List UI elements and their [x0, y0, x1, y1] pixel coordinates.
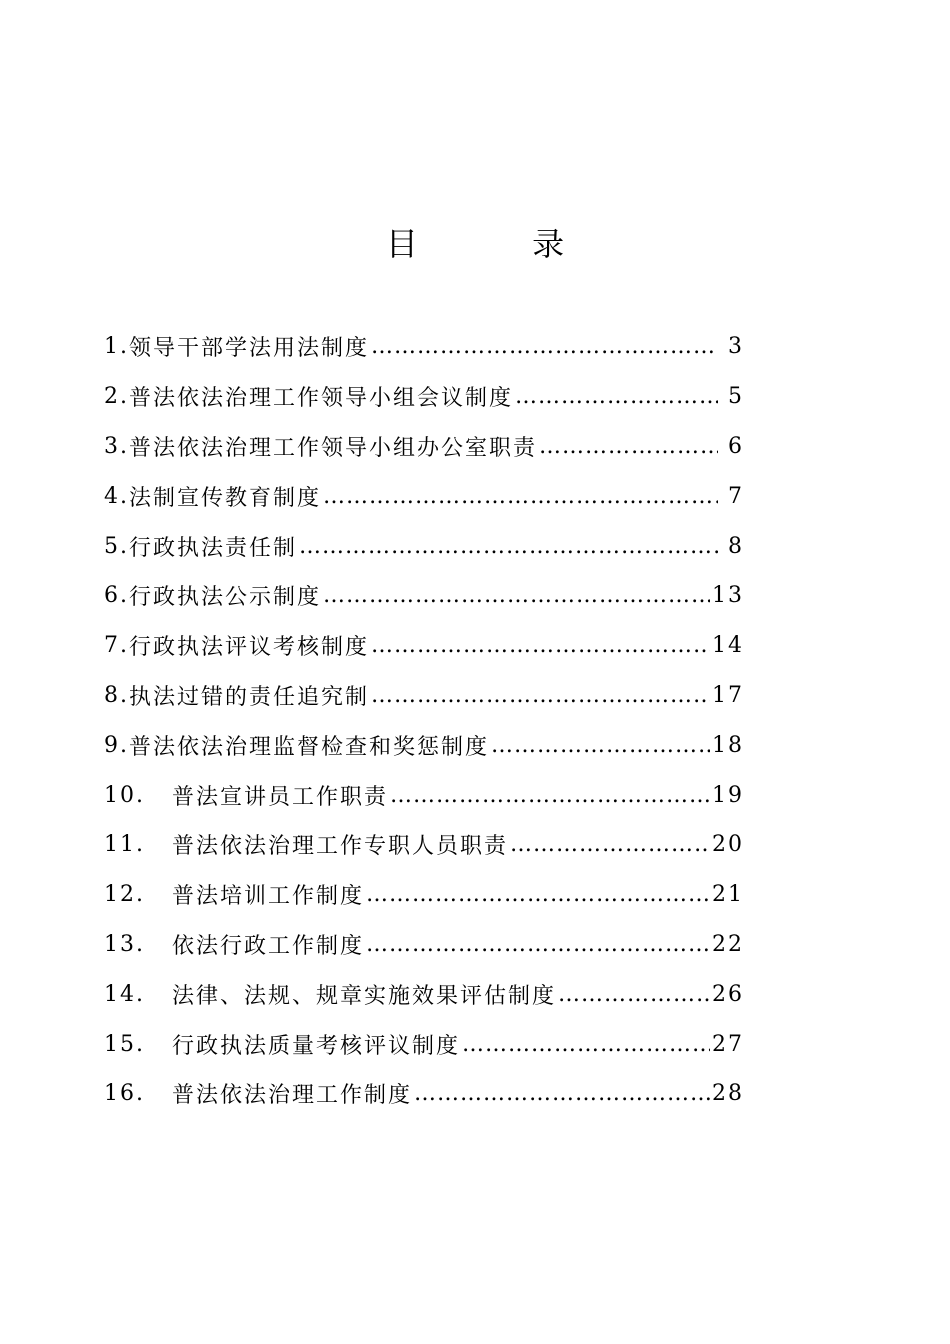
toc-item-page: 5: [728, 384, 744, 410]
toc-leader-dots: [323, 484, 718, 509]
toc-item-page: 14: [712, 633, 744, 659]
toc-item-number: 4.: [104, 483, 129, 509]
toc-leader-dots: [366, 882, 710, 907]
toc-item-page: 26: [712, 981, 744, 1007]
toc-item-page: 21: [712, 882, 744, 908]
toc-leader-dots: [366, 932, 710, 957]
toc-item-title: 行政执法评议考核制度: [129, 635, 370, 661]
toc-item-page: 13: [712, 583, 744, 609]
toc-item[interactable]: [104, 571, 744, 621]
toc-item-title: 行政执法责任制: [129, 535, 298, 561]
toc-item[interactable]: [104, 521, 744, 571]
toc-leader-dots: [390, 783, 710, 808]
toc-leader-dots: [371, 633, 710, 658]
toc-item-page: 28: [712, 1081, 744, 1107]
toc-item-page: 18: [712, 732, 744, 758]
toc-item-title: 普法依法治理监督检查和奖惩制度: [129, 734, 490, 760]
toc-item-title: 行政执法公示制度: [129, 585, 322, 611]
toc-item-number: 14.: [104, 981, 145, 1007]
toc-item-number: 9.: [104, 732, 129, 758]
toc-item-number: 10.: [104, 782, 145, 808]
toc-item[interactable]: [104, 969, 744, 1019]
toc-item-number: 2.: [104, 384, 129, 410]
toc-item[interactable]: [104, 322, 744, 372]
table-of-contents: [104, 322, 744, 1119]
toc-item-title: 法律、法规、规章实施效果评估制度: [172, 983, 557, 1009]
toc-leader-dots: [371, 683, 710, 708]
toc-leader-dots: [371, 334, 718, 359]
toc-item[interactable]: [104, 621, 744, 671]
toc-item[interactable]: [104, 471, 744, 521]
toc-item-title: 普法依法治理工作制度: [172, 1083, 413, 1109]
toc-item-title: 领导干部学法用法制度: [129, 336, 370, 362]
toc-item-number: 3.: [104, 433, 129, 459]
toc-leader-dots: [299, 534, 718, 559]
toc-item-title: 行政执法质量考核评议制度: [172, 1033, 461, 1059]
toc-item[interactable]: [104, 422, 744, 472]
toc-item-number: 8.: [104, 682, 129, 708]
toc-leader-dots: [515, 384, 718, 409]
toc-leader-dots: [558, 982, 710, 1007]
toc-item-page: 6: [728, 433, 744, 459]
toc-item-title: 法制宣传教育制度: [129, 485, 322, 511]
toc-item-title: 普法宣讲员工作职责: [172, 784, 389, 810]
toc-item-title: 执法过错的责任追究制: [129, 684, 370, 710]
toc-item-title: 普法依法治理工作专职人员职责: [172, 834, 509, 860]
toc-item[interactable]: [104, 671, 744, 721]
toc-item-number: 15.: [104, 1031, 145, 1057]
toc-item[interactable]: [104, 1019, 744, 1069]
toc-item[interactable]: [104, 770, 744, 820]
toc-item[interactable]: [104, 372, 744, 422]
toc-item[interactable]: [104, 720, 744, 770]
toc-item-page: 22: [712, 931, 744, 957]
toc-item-title: 依法行政工作制度: [172, 933, 365, 959]
toc-item-title: 普法依法治理工作领导小组会议制度: [129, 386, 514, 412]
toc-item-page: 8: [728, 533, 744, 559]
toc-leader-dots: [539, 434, 718, 459]
toc-item-page: 3: [728, 334, 744, 360]
toc-item-number: 6.: [104, 583, 129, 609]
toc-item-page: 27: [712, 1031, 744, 1057]
toc-item-number: 7.: [104, 633, 129, 659]
toc-item-number: 1.: [104, 334, 129, 360]
toc-item-page: 17: [712, 682, 744, 708]
toc-item-number: 16.: [104, 1081, 145, 1107]
toc-item[interactable]: [104, 920, 744, 970]
toc-item-number: 5.: [104, 533, 129, 559]
toc-leader-dots: [462, 1032, 710, 1057]
toc-leader-dots: [323, 583, 710, 608]
toc-item-number: 12.: [104, 882, 145, 908]
toc-leader-dots: [510, 832, 710, 857]
toc-item-number: 13.: [104, 931, 145, 957]
toc-item-page: 20: [712, 832, 744, 858]
toc-item[interactable]: [104, 1069, 744, 1119]
toc-item[interactable]: [104, 870, 744, 920]
toc-item-title: 普法依法治理工作领导小组办公室职责: [129, 435, 538, 461]
toc-leader-dots: [491, 733, 710, 758]
toc-item-page: 7: [728, 483, 744, 509]
toc-item-page: 19: [712, 782, 744, 808]
toc-leader-dots: [414, 1081, 710, 1106]
toc-item-number: 11.: [104, 832, 145, 858]
toc-item[interactable]: [104, 820, 744, 870]
page-title: 目 录: [385, 225, 617, 263]
toc-item-title: 普法培训工作制度: [172, 884, 365, 910]
